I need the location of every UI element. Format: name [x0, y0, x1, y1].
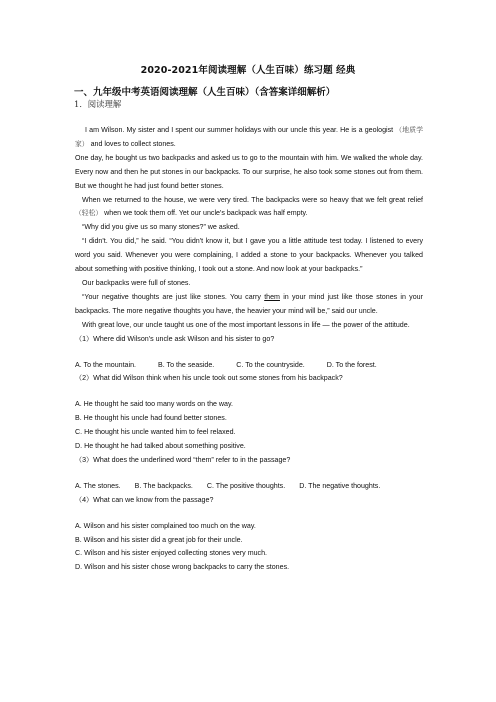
spacer	[75, 508, 423, 520]
paragraph-7	[75, 291, 423, 319]
question-1: （1）Where did Wilson's uncle ask Wilson and his sister to go?	[75, 334, 275, 343]
option: A. The stones.	[75, 481, 121, 490]
passage-body	[75, 124, 423, 575]
paragraph-1	[75, 124, 423, 152]
question-3-options	[75, 480, 423, 494]
subsection-heading: 1．阅读理解	[74, 99, 122, 109]
spacer	[75, 468, 423, 480]
option: A. To the mountain.	[75, 360, 136, 369]
paragraph-4: “Why did you give us so many stones?” we asked.	[82, 223, 240, 232]
paragraph-7-text-b: in your mind just like those stones in your backpacks. The more negative thoughts you have, the heavier your mind will be,” said our uncle.	[75, 292, 423, 315]
spacer	[75, 347, 423, 359]
paragraph-3-text-b: when we took them off. Yet our uncle's backpack was half empty.	[104, 209, 308, 218]
option: C. He thought his uncle wanted him to feel relaxed.	[75, 428, 236, 437]
paragraph-3	[75, 194, 423, 222]
option: A. He thought he said too many words on the way.	[75, 400, 233, 409]
paragraph-1-gloss: （地质学家）	[75, 126, 423, 148]
paragraph-1-text-b: and loves to collect stones.	[90, 139, 176, 148]
option: C. The positive thoughts.	[206, 481, 286, 490]
spacer	[75, 386, 423, 398]
option: B. Wilson and his sister did a great job for their uncle.	[75, 535, 243, 544]
question-4: （4）What can we know from the passage?	[75, 495, 214, 504]
paragraph-8: With great love, our uncle taught us one of the most important lessons in life — the power of the attitude.	[82, 320, 410, 329]
paragraph-3-gloss: （轻松）	[75, 209, 103, 218]
option: C. Wilson and his sister enjoyed collecting stones very much.	[75, 549, 268, 558]
option: B. To the seaside.	[158, 360, 215, 369]
option: D. The negative thoughts.	[299, 481, 381, 490]
paragraph-7-text-a: “Your negative thoughts are just like stones. You carry	[82, 292, 261, 301]
underlined-word: them	[264, 292, 280, 301]
page-title: 2020-2021年阅读理解（人生百味）练习题 经典	[140, 65, 356, 76]
option: D. He thought he had talked about something positive.	[75, 442, 246, 451]
paragraph-3-text-a: When we returned to the house, we were very tired. The backpacks were so heavy that we felt great relief	[82, 195, 423, 204]
paragraph-1-text-a: I am Wilson. My sister and I spent our summer holidays with our uncle this year. He is a geologist	[85, 126, 394, 134]
question-1-options	[75, 359, 423, 373]
question-3: （3）What does the underlined word “them” refer to in the passage?	[75, 455, 291, 464]
option: D. To the forest.	[326, 360, 377, 369]
paragraph-2: One day, he bought us two backpacks and asked us to go to the mountain with him. We walked the whole day. Every now and then he put stones in our backpacks. To our surprise, he also took some stones out from them. But we thought he had just found better stones.	[75, 153, 423, 190]
paragraph-6: Our backpacks were full of stones.	[82, 278, 191, 287]
paragraph-5: “I didn't. You did,” he said. “You didn't know it, but I gave you a little attitude test today. I listened to every word you said. Whenever you were complaining, I added a stone to your backpacks. Whenever you talked about something with positive thinking, I took out a stone. And now look at your backpacks.”	[75, 237, 423, 274]
option: C. To the countryside.	[236, 360, 305, 369]
option: B. The backpacks.	[134, 481, 193, 490]
option: A. Wilson and his sister complained too much on the way.	[75, 521, 256, 530]
question-2: （2）What did Wilson think when his uncle took out some stones from his backpack?	[75, 374, 343, 383]
section-heading: 一、九年级中考英语阅读理解（人生百味）（含答案详细解析）	[74, 87, 336, 98]
option: D. Wilson and his sister chose wrong backpacks to carry the stones.	[75, 563, 290, 572]
option: B. He thought his uncle had found better stones.	[75, 414, 227, 423]
